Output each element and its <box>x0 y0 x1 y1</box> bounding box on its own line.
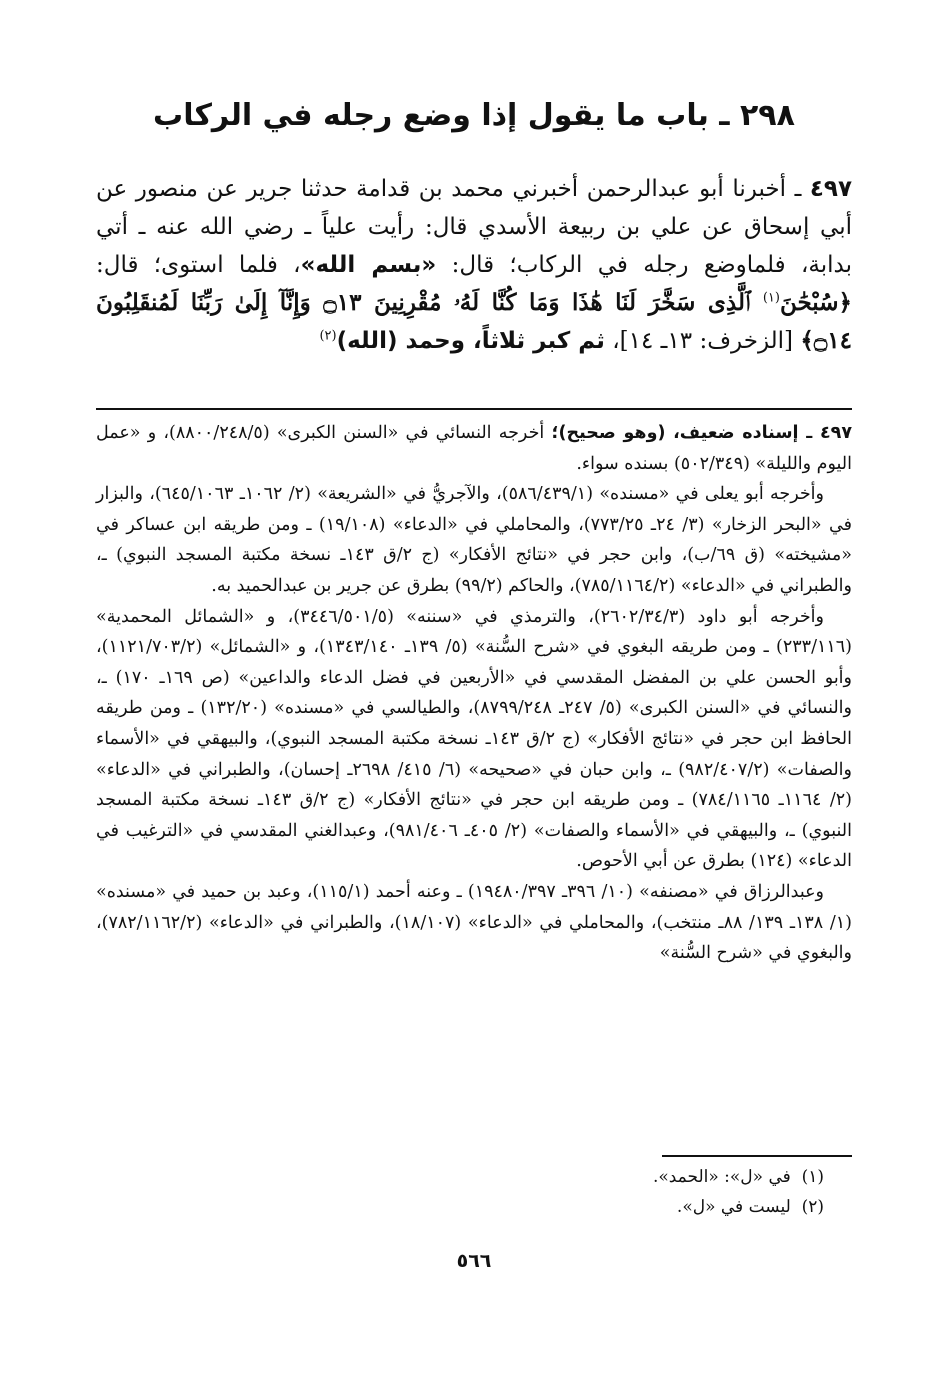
hadith-text <box>96 170 852 360</box>
footnotes <box>96 1162 852 1222</box>
chapter-title: ٢٩٨ ـ باب ما يقول إذا وضع رجله في الركاب <box>153 98 795 133</box>
takhrij-text-1: أخرجه النسائي في «السنن الكبرى» (٨٨٠٠/٢٤٨/٥)، و «عمل اليوم والليلة» (٥٠٢/٣٤٩) بسنده سواء. <box>96 423 852 474</box>
footnote-number: (١) <box>801 1167 824 1187</box>
footnote-ref-2[interactable]: (٢) <box>319 328 337 344</box>
footnote-number: (٢) <box>801 1197 824 1217</box>
hadith-number: ٤٩٧ <box>809 176 852 202</box>
bismillah-phrase: «بسم الله» <box>300 252 437 278</box>
hadith-isnad: ـ أخبرنا أبو عبدالرحمن أخبرني محمد بن قدامة حدثنا جرير عن منصور عن أبي إسحاق عن علي بن ربيعة الأسدي قال: رأيت علياً ـ رضي الله عنه ـ أتي بدابة، فلماوضع رجله في الركاب؛ قال: <box>96 176 852 278</box>
footnote-text: في «ل»: «الحمد». <box>652 1167 791 1187</box>
footnote-1 <box>96 1162 852 1192</box>
quran-verse-start: ﴿سُبْحَٰنَ <box>779 289 852 316</box>
footnote-text: ليست في «ل». <box>676 1197 791 1217</box>
takhrij-number: ٤٩٧ <box>819 423 852 443</box>
takhrij-paragraph: وأخرجه أبو يعلى في «مسنده» (٥٨٦/٤٣٩/١)، والآجريُّ في «الشريعة» (٢/ ١٠٦٢ـ ٦٤٥/١٠٦٣)، والبزار في «البحر الزخار» (٣/ ٢٤ـ ٧٧٣/٢٥)، والمحاملي في «الدعاء» (١٩/١٠٨) ـ ومن طريقه ابن عساكر في «مشيخته» (ق ٦٩/ب)، وابن حجر في «نتائج الأفكار» (ج ٢/ق ١٤٣ـ نسخة مكتبة المسجد النبوي) ـ، والطبراني في «الدعاء» (٧٨٥/١١٦٤/٢)، والحاكم (٩٩/٢) بطرق عن جرير بن عبدالحميد به. <box>96 484 853 596</box>
separator-line <box>96 408 852 410</box>
footnote-ref-1[interactable]: (١) <box>762 290 780 306</box>
takhrij-paragraph: وعبدالرزاق في «مصنفه» (١٠/ ٣٩٦ـ ١٩٤٨٠/٣٩٧) ـ وعنه أحمد (١١٥/١)، وعبد بن حميد في «مسنده» (١/ ١٣٨ـ ١٣٩/ ٨٨ـ منتخب)، والمحاملي في «الدعاء» (١٨/١٠٧)، والطبراني في «الدعاء» (٧٨٢/١١٦٢/٢)، والبغوي في «شرح السُّنة» <box>96 881 852 964</box>
takhrij-notes <box>96 418 852 969</box>
quran-verse: ٱلَّذِى سَخَّرَ لَنَا هَٰذَا وَمَا كُنَّا لَهُۥ مُقْرِنِينَ ۝١٣ وَإِنَّآ إِلَىٰ رَبِّنَا لَمُنقَلِبُونَ ۝١٤﴾ <box>96 289 852 354</box>
takhrij-paragraph <box>96 418 852 479</box>
takbir-phrase: ثم كبر ثلاثاً، وحمد (الله) <box>336 328 605 354</box>
verse-reference: [الزخرف: ١٣ـ ١٤]، <box>604 328 801 354</box>
page-number: ٥٦٦ <box>456 1250 492 1272</box>
footnote-separator <box>662 1155 852 1157</box>
hadith-continuation: ، فلما استوى؛ قال: <box>96 252 301 278</box>
takhrij-paragraph: وأخرجه أبو داود (٢٦٠٢/٣٤/٣)، والترمذي في «سننه» (٣٤٤٦/٥٠١/٥)، و «الشمائل المحمدية» (٢٣٣/١١٦) ـ ومن طريقه البغوي في «شرح السُّنة» (٥/ ١٣٩ـ ١٣٤٣/١٤٠)، و «الشمائل» (١١٢١/٧٠٣/٢)، وأبو الحسن علي بن المفضل المقدسي في «الأربعين في فضل الدعاء والداعين» (ص ١٦٩ـ ١٧٠) ـ، والنسائي في «السنن الكبرى» (٥/ ٢٤٧ـ ٨٧٩٩/٢٤٨)، والطيالسي في «مسنده» (١٣٢/٢٠) ـ ومن طريقه الحافظ ابن حجر في «نتائج الأفكار» (ج ٢/ق ١٤٣ـ نسخة مكتبة المسجد النبوي)، والبيهقي في «الأسماء والصفات» (٩٨٢/٤٠٧/٢) ـ، وابن حبان في «صحيحه» (٦/ ٤١٥/ ٢٦٩٨ـ إحسان)، والطبراني في «الدعاء» (٢/ ١١٦٤ـ ٧٨٤/١١٦٥) ـ ومن طريقه ابن حجر في «نتائج الأفكار» (ج ٢/ق ١٤٣ـ نسخة مكتبة المسجد النبوي) ـ، والبيهقي في «الأسماء والصفات» (٢/ ٤٠٥ـ ٩٨١/٤٠٦)، وعبدالغني المقدسي في «الترغيب في الدعاء» (١٢٤) بطرق عن أبي الأحوص. <box>96 606 853 872</box>
footnote-2 <box>96 1192 852 1222</box>
takhrij-grade: ـ إسناده ضعيف، (وهو صحيح)؛ <box>551 423 820 443</box>
